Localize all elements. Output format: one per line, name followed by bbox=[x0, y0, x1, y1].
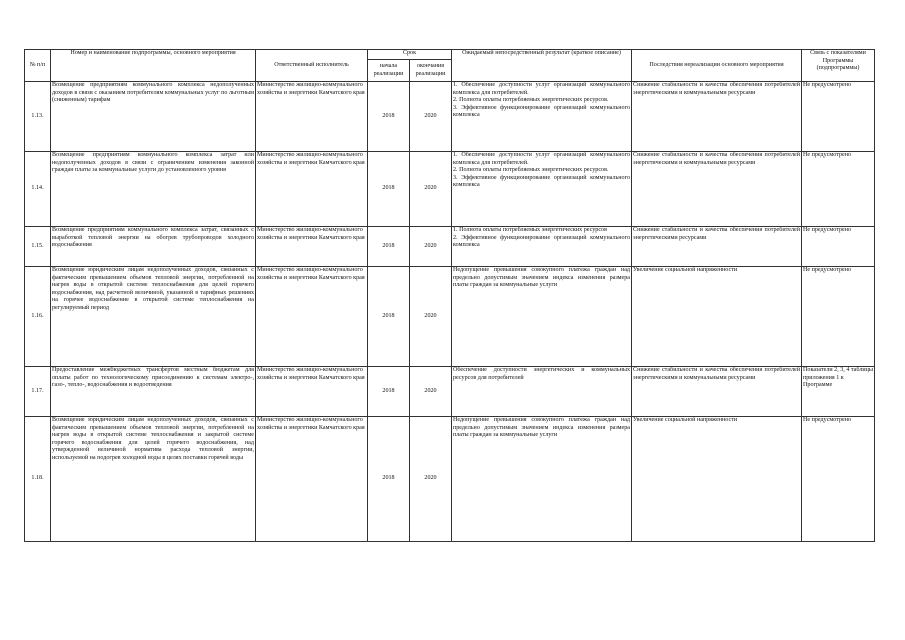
table-row bbox=[25, 367, 875, 417]
end-year: 2020 bbox=[410, 417, 452, 542]
table-row bbox=[25, 152, 875, 227]
start-year: 2018 bbox=[368, 367, 410, 417]
measures-table bbox=[24, 49, 875, 542]
table-row bbox=[25, 82, 875, 152]
header-no: № п/п bbox=[25, 50, 51, 82]
expected-result bbox=[452, 267, 632, 367]
table-body bbox=[25, 82, 875, 542]
header-end: окончания реализации bbox=[410, 60, 452, 82]
non-implementation-consequences: Увеличение социальной напряженности bbox=[632, 417, 802, 542]
header-name: Номер и наименование подпрограммы, основного мероприятия bbox=[51, 50, 256, 82]
end-year: 2020 bbox=[410, 267, 452, 367]
expected-result bbox=[452, 417, 632, 542]
table-row bbox=[25, 417, 875, 542]
non-implementation-consequences: Снижение стабильности и качества обеспечения потребителей энергетическими и коммунальными ресурсами bbox=[632, 152, 802, 227]
program-indicator-link: Не предусмотрено bbox=[802, 227, 875, 267]
responsible-executor: Министерство жилищно-коммунального хозяйства и энергетики Камчатского края bbox=[256, 152, 368, 227]
program-indicator-link: Не предусмотрено bbox=[802, 417, 875, 542]
expected-result bbox=[452, 227, 632, 267]
program-indicator-link: Не предусмотрено bbox=[802, 82, 875, 152]
expected-result bbox=[452, 152, 632, 227]
result-item: 1. Полнота оплаты потребляемых энергетических ресурсов bbox=[453, 227, 607, 233]
header-start: начала реализации bbox=[368, 60, 410, 82]
result-item: 3. Эффективное функционирование организаций коммунального комплекса bbox=[453, 104, 630, 119]
start-year: 2018 bbox=[368, 267, 410, 367]
row-number: 1.14. bbox=[25, 152, 51, 227]
measure-name: Возмещение предприятиям коммунального комплекса затрат или недополученных доходов в связи с ограничением изменения законной граждан платы за коммунальные услуги до установленного уровня bbox=[51, 152, 256, 227]
expected-result bbox=[452, 367, 632, 417]
start-year: 2018 bbox=[368, 227, 410, 267]
result-item: 3. Эффективное функционирование организаций коммунального комплекса bbox=[453, 174, 630, 189]
measure-name: Возмещение юридическим лицам недополученных доходов, связанных с фактическим превышением объемов тепловой энергии, потребленной на нагрев воды в открытой системе теплоснабжения и закрытой системе горячего водоснабжения для целей горячего водоснабжения, над утвержденной величиной норматива расхода тепловой энергии, используемой на подогрев холодной воды в целях поставки горячей воды bbox=[51, 417, 256, 542]
expected-result bbox=[452, 82, 632, 152]
program-indicator-link: Не предусмотрено bbox=[802, 152, 875, 227]
measure-name: Предоставление межбюджетных трансфертов местным бюджетам для оплаты работ по технологическому присоединению к системам электро-, газо-, тепло-, водоснабжения и водоотведения bbox=[51, 367, 256, 417]
end-year: 2020 bbox=[410, 367, 452, 417]
header-consequences: Последствия нереализации основного мероприятия bbox=[632, 50, 802, 82]
non-implementation-consequences: Снижение стабильности и качества обеспечения потребителей энергетическими и коммунальными ресурсами bbox=[632, 82, 802, 152]
result-item: 2. Полнота оплаты потребляемых энергетических ресурсов. bbox=[453, 167, 609, 174]
program-indicator-link: Не предусмотрено bbox=[802, 267, 875, 367]
header-executor: Ответственный исполнитель bbox=[256, 50, 368, 82]
responsible-executor: Министерство жилищно-коммунального хозяйства и энергетики Камчатского края bbox=[256, 417, 368, 542]
result-item: 2. Эффективное функционирование организаций коммунального комплекса bbox=[453, 234, 630, 249]
row-number: 1.16. bbox=[25, 267, 51, 367]
table-row bbox=[25, 267, 875, 367]
result-item: Недопущение превышения совокупного платежа граждан над предельно допустимым значением индекса изменения размера платы граждан за коммунальные услуги bbox=[453, 417, 630, 439]
document-page bbox=[24, 49, 875, 542]
non-implementation-consequences: Снижение стабильности и качества обеспечения потребителей энергетическими ресурсами bbox=[632, 227, 802, 267]
end-year: 2020 bbox=[410, 152, 452, 227]
result-item: 1. Обеспечение доступности услуг организаций коммунального комплекса для потребителей. bbox=[453, 152, 630, 166]
row-number: 1.17. bbox=[25, 367, 51, 417]
program-indicator-link: Показатели 2, 3, 4 таблицы приложения 1 к Программе bbox=[802, 367, 875, 417]
result-item: 1. Обеспечение доступности услуг организаций коммунального комплекса для потребителей. bbox=[453, 82, 630, 96]
non-implementation-consequences: Увеличение социальной напряженности bbox=[632, 267, 802, 367]
row-number: 1.13. bbox=[25, 82, 51, 152]
start-year: 2018 bbox=[368, 152, 410, 227]
measure-name: Возмещение предприятиям коммунального комплекса затрат, связанных с выработкой тепловой энергии на обогрев трубопроводов холодного водоснабжения bbox=[51, 227, 256, 267]
result-item: Обеспечение доступности энергетических и коммунальных ресурсов для потребителей bbox=[453, 367, 630, 381]
responsible-executor: Министерство жилищно-коммунального хозяйства и энергетики Камчатского края bbox=[256, 227, 368, 267]
row-number: 1.18. bbox=[25, 417, 51, 542]
start-year: 2018 bbox=[368, 417, 410, 542]
row-number: 1.15. bbox=[25, 227, 51, 267]
responsible-executor: Министерство жилищно-коммунального хозяйства и энергетики Камчатского края bbox=[256, 82, 368, 152]
table-header bbox=[25, 50, 875, 82]
result-item: Недопущение превышения совокупного платежа граждан над предельно допустимым значением индекса изменения размера платы граждан за коммунальные услуги bbox=[453, 267, 630, 289]
responsible-executor: Министерство жилищно-коммунального хозяйства и энергетики Камчатского края bbox=[256, 267, 368, 367]
start-year: 2018 bbox=[368, 82, 410, 152]
measure-name: Возмещение предприятиям коммунального комплекса недополученных доходов в связи с оказанием потребителям коммунальных услуг по льготным (сниженным) тарифам bbox=[51, 82, 256, 152]
responsible-executor: Министерство жилищно-коммунального хозяйства и энергетики Камчатского края bbox=[256, 367, 368, 417]
header-term: Срок bbox=[368, 50, 452, 60]
table-row bbox=[25, 227, 875, 267]
header-result: Ожидаемый непосредственный результат (краткое описание) bbox=[452, 50, 632, 82]
result-item: 2. Полнота оплаты потребляемых энергетических ресурсов. bbox=[453, 97, 609, 104]
non-implementation-consequences: Снижение стабильности и качества обеспечения потребителей энергетическими и коммунальными ресурсами bbox=[632, 367, 802, 417]
end-year: 2020 bbox=[410, 227, 452, 267]
end-year: 2020 bbox=[410, 82, 452, 152]
measure-name: Возмещение юридическим лицам недополученных доходов, связанных с фактическим превышением объемов тепловой энергии, потребленной на нагрев воды в открытой системе теплоснабжения для целей горячего водоснабжения, над расчетной величиной, указанной в тарифных решениях на горячее водоснабжение в открытой системе теплоснабжения на регулируемый период bbox=[51, 267, 256, 367]
header-link: Связь с показателями Программы (подпрограммы) bbox=[802, 50, 875, 82]
